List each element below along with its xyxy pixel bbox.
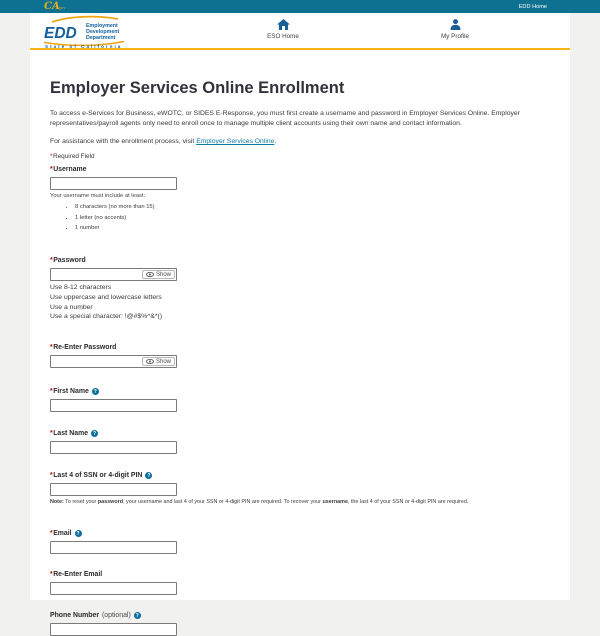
ssn-pin-field-group	[50, 472, 552, 505]
ssn-note: Note: To reset your password, your username and last 4 of your SSN or 4-digit PIN are required. To recover your username, the last 4 of your SSN or 4-digit PIN are required.	[50, 499, 469, 505]
first-name-field-group	[50, 388, 552, 412]
password-label: *Password	[50, 257, 86, 265]
email-field-group	[50, 530, 552, 554]
edd-logo-line3: Department	[86, 35, 116, 41]
reenter-password-input[interactable]	[51, 356, 141, 367]
reenter-password-label: *Re-Enter Password	[50, 344, 117, 351]
required-asterisk: *	[50, 430, 53, 437]
password-input[interactable]	[51, 269, 141, 280]
edd-logo[interactable]	[43, 15, 125, 54]
username-field-group	[50, 166, 552, 233]
username-rules-list	[50, 202, 552, 233]
reenter-password-show-button[interactable]	[142, 357, 175, 366]
edd-logo-line2: Development	[86, 29, 120, 35]
required-asterisk: *	[50, 530, 53, 537]
required-asterisk: *	[50, 257, 53, 265]
eye-icon	[146, 359, 154, 364]
required-field-label: Required Field	[53, 153, 95, 161]
required-asterisk: *	[50, 153, 53, 161]
utility-bar	[0, 0, 600, 13]
first-name-label: *First Name ?	[50, 388, 97, 395]
nav-eso-home-label: ESO Home	[267, 33, 299, 40]
password-rule-item: Use 8-12 characters	[50, 284, 112, 292]
phone-optional-label: (optional)	[102, 612, 131, 619]
ssn-pin-label: *Last 4 of SSN or 4-digit PIN ?	[50, 472, 151, 479]
last-name-label: *Last Name ?	[50, 430, 97, 437]
edd-logo-acronym: EDD	[44, 25, 77, 42]
reenter-password-input-wrap	[50, 355, 177, 368]
edd-home-link[interactable]: EDD Home	[518, 3, 547, 10]
email-input[interactable]	[50, 541, 177, 554]
required-asterisk: *	[50, 344, 53, 351]
required-asterisk: *	[50, 472, 53, 479]
nav-my-profile[interactable]	[410, 19, 500, 40]
eye-icon	[146, 272, 154, 277]
assistance-suffix: .	[274, 138, 277, 146]
password-rule-item: Use a special character: !@#$%^&*()	[50, 313, 163, 321]
email-label: *Email ?	[50, 530, 80, 537]
username-rule-item: • 1 letter (no accents)	[75, 213, 552, 223]
password-rules	[50, 283, 552, 322]
password-show-label: Show	[155, 271, 171, 278]
required-asterisk: *	[50, 388, 53, 395]
reenter-password-show-label: Show	[155, 358, 171, 365]
edd-logo-line1: Employment	[86, 23, 118, 29]
nav-my-profile-label: My Profile	[441, 33, 469, 40]
page-title: Employer Services Online Enrollment	[50, 79, 345, 97]
reenter-email-label: *Re-Enter Email	[50, 571, 103, 578]
first-name-input[interactable]	[50, 399, 177, 412]
username-rule-item: • 8 characters (no more than 15)	[75, 202, 552, 212]
email-help-icon[interactable]: ?	[76, 530, 80, 537]
last-name-input[interactable]	[50, 441, 177, 454]
password-input-wrap	[50, 268, 177, 281]
last-name-field-group	[50, 430, 552, 454]
edd-logo-top-swoosh	[52, 17, 118, 22]
first-name-help-icon[interactable]: ?	[93, 388, 97, 395]
ca-gov-logo[interactable]	[44, 2, 66, 12]
password-show-button[interactable]	[142, 270, 175, 279]
phone-field-group	[50, 612, 552, 636]
password-rule-item: Use uppercase and lowercase letters	[50, 294, 162, 302]
ca-gov-logo-ca: CA	[44, 0, 60, 12]
assistance-prefix: For assistance with the enrollment process, visit	[50, 138, 197, 146]
username-rule-item: • 1 number	[75, 223, 552, 233]
username-hint-title: Your username must include at least:	[50, 193, 146, 200]
password-field-group	[50, 257, 552, 322]
required-field-note	[50, 153, 552, 160]
site-header	[30, 13, 570, 50]
username-input[interactable]	[50, 177, 177, 190]
reenter-email-input[interactable]	[50, 582, 177, 595]
required-asterisk: *	[50, 166, 53, 174]
home-icon	[277, 19, 290, 30]
profile-icon	[450, 19, 461, 30]
required-asterisk: *	[50, 571, 53, 578]
reenter-email-field-group	[50, 571, 552, 595]
edd-logo-tagline: State of California	[45, 44, 123, 49]
ca-gov-logo-gov: gov	[58, 6, 66, 11]
content-card	[30, 13, 570, 619]
edd-logo-graphic	[43, 15, 125, 49]
nav-eso-home[interactable]	[238, 19, 328, 40]
password-rule-item: Use a number	[50, 303, 93, 311]
last-name-help-icon[interactable]: ?	[93, 430, 97, 437]
intro-text: To access e-Services for Business, eWOTC, or SIDES E-Response, you must first create a username and password in Employer Services Online. Employer representatives/payroll agents only need to enroll once to manage multiple client accounts using their own name and contact information.	[50, 109, 520, 127]
reenter-password-field-group	[50, 344, 552, 368]
main-content	[30, 50, 570, 636]
phone-help-icon[interactable]: ?	[135, 612, 139, 619]
ssn-pin-help-icon[interactable]: ?	[147, 472, 151, 479]
phone-label: Phone Number (optional) ?	[50, 612, 139, 619]
username-label: *Username	[50, 166, 87, 174]
assistance-text	[50, 138, 552, 145]
phone-input[interactable]	[50, 623, 177, 636]
ssn-pin-input[interactable]	[50, 483, 177, 496]
employer-services-online-link[interactable]: Employer Services Online	[196, 138, 275, 146]
